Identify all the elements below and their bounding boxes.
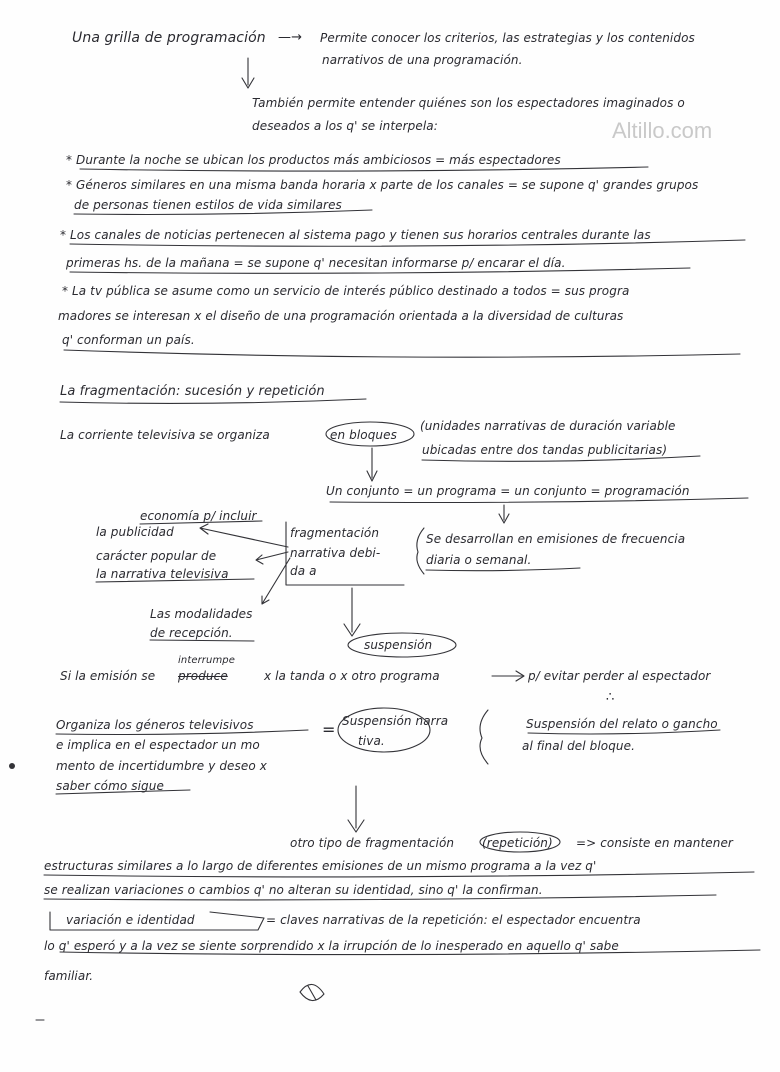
- bullet-1: * Durante la noche se ubican los productos más ambiciosos = más espectadores: [66, 153, 561, 167]
- brace-frequency: [417, 528, 424, 574]
- ink-dot: [9, 763, 15, 769]
- story-suspension-2: al final del bloque.: [522, 739, 636, 753]
- reason-reception-2: de recepción.: [150, 626, 233, 640]
- interrumpe-label: interrumpe: [178, 655, 235, 666]
- bullet-3-line-2: primeras hs. de la mañana = se supone q' necesitan informarse p/ encarar el día.: [66, 256, 566, 270]
- arrow-to-reception: [262, 558, 290, 604]
- bullet-4-line-2: madores se interesan x el diseño de una programación orientada a la diversidad de culturas: [58, 309, 624, 323]
- variation-definition: = claves narrativas de la repetición: el espectador encuentra: [266, 913, 641, 927]
- repetition-intro: otro tipo de fragmentación: [290, 836, 455, 850]
- bullet-3-line-1: * Los canales de noticias pertenecen al sistema pago y tienen sus horarios centrales durante las: [60, 228, 651, 242]
- brace-narrative: [480, 710, 488, 764]
- organizes-3: mento de incertidumbre y deseo x: [56, 759, 267, 773]
- narrative-suspension-1: Suspensión narra: [342, 714, 449, 728]
- intro-also-2: deseados a los q' se interpela:: [252, 119, 438, 133]
- repetition-line-2: estructuras similares a lo largo de diferentes emisiones de un mismo programa a la vez q': [44, 859, 597, 873]
- suspension-label: suspensión: [364, 638, 433, 652]
- arrow-down-suspension: [344, 588, 360, 636]
- fragmentation-1: fragmentación: [290, 526, 380, 540]
- emission-rest: x la tanda o x otro programa: [264, 669, 440, 683]
- reason-reception-1: Las modalidades: [150, 607, 253, 621]
- repetition-line-3: se realizan variaciones o cambios q' no alteran su identidad, sino q' la confirman.: [44, 883, 543, 897]
- organizes-1: Organiza los géneros televisivos: [56, 718, 254, 732]
- fragmentation-2: narrativa debi-: [290, 546, 381, 560]
- bloques-definition-1: (unidades narrativas de duración variable: [420, 419, 676, 433]
- reason-economy-1: economía p/ incluir: [140, 509, 257, 523]
- repetition-consists: => consiste en mantener: [576, 836, 733, 850]
- repetition-label: (repetición): [482, 836, 553, 850]
- emission-start: Si la emisión se: [60, 669, 156, 683]
- reason-popular-2: la narrativa televisiva: [96, 567, 229, 581]
- conjunto-line: Un conjunto = un programa = un conjunto = programación: [326, 484, 690, 498]
- variation-label: variación e identidad: [66, 913, 195, 927]
- frequency-1: Se desarrollan en emisiones de frecuencia: [426, 532, 686, 546]
- fragmentation-3: da a: [290, 564, 317, 578]
- frequency-2: diaria o semanal.: [426, 553, 532, 567]
- organizes-4: saber cómo sigue: [56, 779, 164, 793]
- flow-line: La corriente televisiva se organiza: [60, 428, 270, 442]
- intro-title: Una grilla de programación: [72, 30, 266, 46]
- repetition-line-5: lo q' esperó y a la vez se siente sorprendido x la irrupción de lo inesperado en aquello q' sabe: [44, 939, 619, 953]
- page-number-doodle: [300, 984, 324, 1000]
- arrow-to-result: [492, 671, 524, 681]
- arrow-down-intro: [242, 58, 254, 88]
- underline-frequency: [426, 568, 580, 571]
- arrow-down-conjunto: [499, 505, 509, 523]
- intro-arrow: —→: [278, 30, 303, 45]
- section-heading: La fragmentación: sucesión y repetición: [60, 384, 325, 399]
- reason-popular-1: carácter popular de: [96, 549, 217, 563]
- intro-definition-1: Permite conocer los criterios, las estrategias y los contenidos: [320, 31, 695, 45]
- intro-definition-2: narrativos de una programación.: [322, 53, 523, 67]
- repetition-line-6: familiar.: [44, 969, 94, 983]
- bloques-label: en bloques: [330, 428, 397, 442]
- reason-economy-2: la publicidad: [96, 525, 174, 539]
- underline-bullet-4: [64, 350, 740, 357]
- arrow-down-repetition: [348, 786, 364, 832]
- bullet-2-line-1: * Géneros similares en una misma banda horaria x parte de los canales = se supone q' grandes grupos: [66, 178, 699, 192]
- equals-sign: =: [322, 720, 336, 739]
- intro-also-1: También permite entender quiénes son los espectadores imaginados o: [252, 96, 685, 110]
- bullet-2-line-2: de personas tienen estilos de vida similares: [74, 198, 342, 212]
- arrow-down-bloques: [367, 448, 377, 481]
- organizes-2: e implica en el espectador un mo: [56, 738, 260, 752]
- arrow-to-economy: [200, 524, 288, 547]
- emission-result: p/ evitar perder al espectador: [528, 669, 711, 683]
- bullet-4-line-3: q' conforman un país.: [62, 333, 195, 347]
- story-suspension-1: Suspensión del relato o gancho: [526, 717, 718, 731]
- bullet-4-line-1: * La tv pública se asume como un servicio de interés público destinado a todos = sus progra: [62, 284, 630, 298]
- bloques-definition-2: ubicadas entre dos tandas publicitarias): [422, 443, 668, 457]
- narrative-suspension-2: tiva.: [358, 734, 385, 748]
- arrow-to-popular: [256, 552, 288, 564]
- struck-word: produce: [178, 669, 228, 683]
- therefore-symbol: ∴: [606, 690, 615, 705]
- watermark: Altillo.com: [612, 118, 713, 143]
